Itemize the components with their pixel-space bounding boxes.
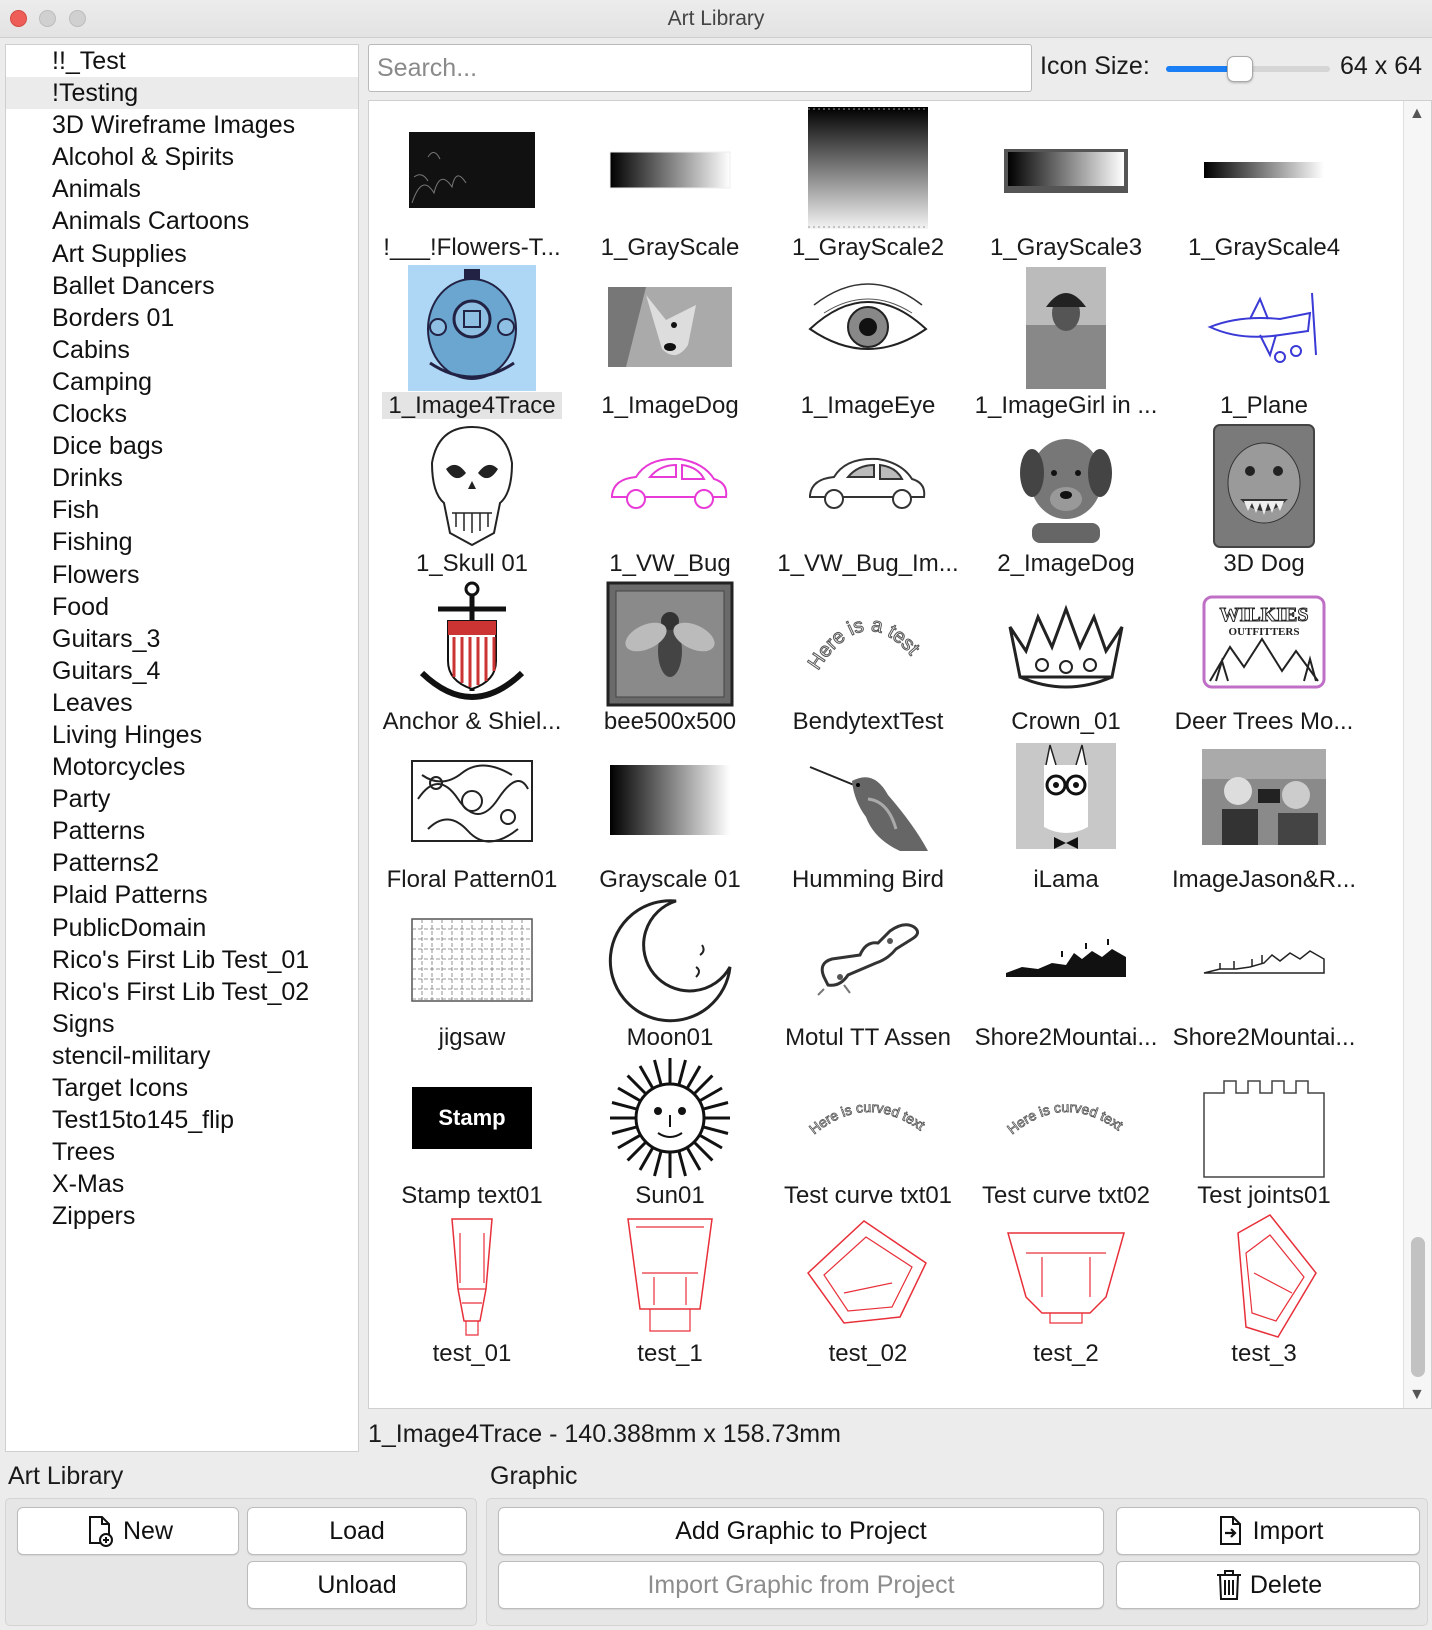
graphic-label-text: 3D Dog — [1223, 550, 1305, 577]
red-bowl-outline-icon — [1002, 1213, 1130, 1339]
graphic-item[interactable] — [765, 1207, 971, 1371]
category-item[interactable]: Fishing — [52, 528, 133, 557]
trash-icon — [1214, 1568, 1244, 1602]
grayscale-square-icon — [804, 107, 932, 233]
graphic-label-text: Crown_01 — [1011, 708, 1121, 735]
load-library-button[interactable]: Load — [247, 1507, 467, 1555]
graphic-label-text: bee500x500 — [603, 708, 737, 735]
graphic-label-text: 2_ImageDog — [997, 550, 1135, 577]
curved-text-icon — [804, 581, 932, 707]
new-library-label: New — [122, 1516, 173, 1545]
graphic-label — [567, 1339, 773, 1369]
grayscale-gradient-icon — [606, 739, 734, 865]
category-item[interactable]: Zippers — [52, 1202, 136, 1231]
stamp-black-icon — [408, 1055, 536, 1181]
graphic-label-text: test_2 — [1033, 1340, 1099, 1367]
graphic-item[interactable] — [369, 891, 575, 1055]
scrollbar-knob[interactable] — [1411, 1237, 1425, 1377]
graphic-label-text: Floral Pattern01 — [386, 866, 558, 893]
graphic-label-text: 1_VW_Bug_Im... — [777, 550, 959, 577]
eye-engraving-icon — [804, 265, 932, 391]
graphic-item[interactable] — [1161, 417, 1367, 581]
dog-photo-icon — [606, 265, 734, 391]
graphic-item[interactable] — [1161, 101, 1367, 265]
category-item[interactable]: Art Supplies — [52, 239, 187, 268]
graphic-item[interactable] — [1161, 1049, 1367, 1213]
graphic-label-text: 1_GrayScale3 — [989, 234, 1143, 261]
graphic-item[interactable] — [567, 101, 773, 265]
graphic-item[interactable] — [369, 1049, 575, 1213]
stamp-text: Stamp — [438, 1105, 506, 1130]
category-item[interactable]: Guitars_4 — [52, 656, 161, 685]
skyline-filled-icon — [1002, 897, 1130, 1023]
delete-graphic-label: Delete — [1249, 1570, 1323, 1599]
category-item[interactable]: stencil-military — [52, 1041, 211, 1070]
category-item[interactable]: Plaid Patterns — [52, 881, 208, 910]
bulldog-relief-icon — [1200, 423, 1328, 549]
category-item[interactable]: Animals — [52, 175, 141, 204]
race-track-icon — [804, 897, 932, 1023]
graphic-label-text: test_3 — [1231, 1340, 1297, 1367]
delete-graphic-button[interactable] — [1116, 1561, 1420, 1609]
plane-outline-icon — [1200, 265, 1328, 391]
scroll-down-arrow-icon[interactable]: ▼ — [1409, 1386, 1425, 1403]
llama-cartoon-icon — [1002, 739, 1130, 865]
hummingbird-photo-icon — [804, 739, 932, 865]
graphic-item[interactable] — [765, 891, 971, 1055]
category-item[interactable]: Leaves — [52, 688, 133, 717]
crown-outline-icon — [1002, 581, 1130, 707]
add-graphic-to-project-button[interactable]: Add Graphic to Project — [498, 1507, 1104, 1555]
vertical-scrollbar[interactable] — [1403, 101, 1431, 1408]
category-item[interactable]: Guitars_3 — [52, 624, 161, 653]
graphic-item[interactable] — [567, 575, 773, 739]
wilkies-badge-icon — [1200, 581, 1328, 707]
category-item[interactable]: Patterns2 — [52, 849, 160, 878]
icon-size-value: 64 x 64 — [1340, 52, 1423, 80]
graphic-item[interactable] — [963, 1207, 1169, 1371]
graphic-item[interactable] — [1161, 891, 1367, 1055]
graphic-item[interactable] — [765, 733, 971, 897]
graphic-group — [486, 1498, 1428, 1626]
graphic-item[interactable] — [567, 891, 773, 1055]
girl-photo-icon — [1002, 265, 1130, 391]
graphic-item[interactable] — [963, 1049, 1169, 1213]
category-item[interactable]: Dice bags — [52, 432, 164, 461]
category-item[interactable]: !!_Test — [52, 47, 126, 75]
category-item[interactable]: Signs — [52, 1009, 115, 1038]
category-item[interactable]: Patterns — [52, 817, 146, 846]
category-item[interactable]: Rico's First Lib Test_01 — [52, 945, 310, 974]
search-input[interactable] — [368, 44, 1032, 92]
slider-thumb[interactable] — [1227, 56, 1253, 82]
graphic-item[interactable] — [567, 733, 773, 897]
graphic-item[interactable] — [963, 733, 1169, 897]
wilkies-title-text: WILKIES — [1219, 604, 1309, 626]
jigsaw-grid-icon — [408, 897, 536, 1023]
flowers-dark-image-icon — [408, 107, 536, 233]
graphic-item[interactable] — [369, 101, 575, 265]
svg-text:Here is a test — [804, 614, 924, 674]
curved-text-small-icon — [1002, 1055, 1130, 1181]
graphic-label-text: Sun01 — [635, 1182, 705, 1209]
category-item[interactable]: Animals Cartoons — [52, 207, 250, 236]
red-vase-outline-icon — [408, 1213, 536, 1339]
graphic-item[interactable] — [765, 1049, 971, 1213]
skull-outline-icon — [408, 423, 536, 549]
graphic-item[interactable] — [1161, 259, 1367, 423]
graphic-label-text: Test curve txt01 — [783, 1182, 953, 1209]
graphic-label — [963, 1339, 1169, 1369]
red-tilted-outline-icon — [804, 1213, 932, 1339]
category-item[interactable]: Drinks — [52, 464, 123, 493]
import-file-icon — [1213, 1514, 1247, 1548]
diving-helmet-image-icon — [408, 265, 536, 391]
graphic-item[interactable] — [963, 101, 1169, 265]
graphic-item[interactable] — [369, 575, 575, 739]
graphic-label-text: 1_GrayScale — [600, 234, 740, 261]
people-photo-icon — [1200, 739, 1328, 865]
category-item[interactable]: Rico's First Lib Test_02 — [52, 977, 310, 1006]
graphic-label — [1161, 1339, 1367, 1369]
icon-size-slider[interactable] — [1166, 58, 1330, 80]
curved-text-bendy: Here is a test — [804, 613, 924, 674]
anchor-shield-icon — [408, 581, 536, 707]
art-library-group — [5, 1498, 477, 1626]
graphic-item[interactable] — [567, 1207, 773, 1371]
graphic-label-text: BendytextTest — [792, 708, 944, 735]
car-outline-icon — [804, 423, 932, 549]
graphic-item[interactable] — [567, 417, 773, 581]
grayscale-framed-icon — [1002, 107, 1130, 233]
graphic-label-text: Stamp text01 — [401, 1182, 543, 1209]
import-graphic-from-project-button[interactable]: Import Graphic from Project — [498, 1561, 1104, 1609]
graphic-item[interactable] — [963, 891, 1169, 1055]
category-item[interactable]: Living Hinges — [52, 720, 203, 749]
category-item[interactable]: Test15to145_flip — [52, 1106, 235, 1135]
curved-text-small: Here is curved text — [1004, 1098, 1127, 1138]
graphic-item[interactable] — [765, 575, 971, 739]
title-bar — [0, 0, 1432, 38]
category-item[interactable]: Clocks — [52, 400, 128, 429]
wilkies-subtitle-text: OUTFITTERS — [1228, 626, 1300, 638]
category-item[interactable]: Ballet Dancers — [52, 271, 215, 300]
graphic-label-text: 1_Plane — [1219, 392, 1309, 419]
floral-pattern-icon — [408, 739, 536, 865]
category-item[interactable]: !Testing — [6, 77, 358, 109]
graphic-label — [765, 1339, 971, 1369]
svg-text:Here is curved text — [1004, 1099, 1126, 1137]
graphic-label-text: iLama — [1033, 866, 1099, 893]
category-item[interactable]: Camping — [52, 367, 153, 396]
unload-library-button[interactable]: Unload — [247, 1561, 467, 1609]
category-item[interactable]: Fish — [52, 496, 100, 525]
import-graphic-label: Import — [1252, 1516, 1324, 1545]
graphic-item[interactable] — [1161, 575, 1367, 739]
new-library-button[interactable] — [17, 1507, 239, 1555]
icon-size-label: Icon Size: — [1040, 52, 1150, 80]
red-cup-outline-icon — [606, 1213, 734, 1339]
car-outline-magenta-icon — [606, 423, 734, 549]
finger-joints-icon — [1200, 1055, 1328, 1181]
category-item[interactable]: 3D Wireframe Images — [52, 111, 296, 140]
category-item[interactable]: Flowers — [52, 560, 140, 589]
graphic-label — [369, 1339, 575, 1369]
svg-text:Here is curved text — [806, 1099, 928, 1137]
graphic-label-text: Humming Bird — [791, 866, 945, 893]
graphic-item[interactable] — [963, 575, 1169, 739]
graphic-item[interactable] — [369, 259, 575, 423]
category-item[interactable]: PublicDomain — [52, 913, 207, 942]
graphic-label-text: Deer Trees Mo... — [1174, 708, 1354, 735]
curved-text-small: Here is curved text — [806, 1098, 929, 1138]
category-item[interactable]: Party — [52, 785, 111, 814]
graphic-label-text: Anchor & Shiel... — [382, 708, 562, 735]
graphic-label-text: 1_GrayScale2 — [791, 234, 945, 261]
grayscale-bar-icon — [606, 107, 734, 233]
category-list[interactable] — [5, 44, 359, 1452]
graphic-label-text: Shore2Mountai... — [1172, 1024, 1356, 1051]
graphic-label-text: 1_Image4Trace — [382, 392, 561, 419]
category-item[interactable]: X-Mas — [52, 1170, 125, 1199]
graphic-item[interactable] — [765, 259, 971, 423]
graphic-label-text: Moon01 — [626, 1024, 714, 1051]
graphic-label-text: ImageJason&R... — [1171, 866, 1357, 893]
skyline-outline-icon — [1200, 897, 1328, 1023]
graphic-label-text: test_02 — [828, 1340, 908, 1367]
graphic-label-text: !___!Flowers-T... — [383, 234, 561, 261]
graphic-item[interactable] — [567, 259, 773, 423]
window-title: Art Library — [667, 7, 765, 30]
curved-text-small-icon — [804, 1055, 932, 1181]
graphic-label-text: 1_VW_Bug — [609, 550, 731, 577]
graphic-item[interactable] — [369, 417, 575, 581]
category-item[interactable]: Trees — [52, 1138, 115, 1167]
graphic-label-text: Grayscale 01 — [599, 866, 741, 893]
graphic-label-text: 1_ImageEye — [800, 392, 936, 419]
category-item[interactable]: Motorcycles — [52, 753, 186, 782]
graphic-label-text: Motul TT Assen — [785, 1024, 951, 1051]
graphics-grid-panel — [368, 100, 1432, 1409]
graphic-label-text: test_1 — [637, 1340, 703, 1367]
art-library-group-label: Art Library — [8, 1462, 124, 1490]
graphic-label-text: Test joints01 — [1197, 1182, 1331, 1209]
graphic-group-label: Graphic — [490, 1462, 578, 1490]
scroll-up-arrow-icon[interactable]: ▲ — [1409, 105, 1425, 122]
import-graphic-button[interactable] — [1116, 1507, 1420, 1555]
graphic-item[interactable] — [567, 1049, 773, 1213]
moon-face-icon — [606, 897, 734, 1023]
graphic-item[interactable] — [369, 1207, 575, 1371]
graphic-item[interactable] — [963, 417, 1169, 581]
graphic-item[interactable] — [765, 101, 971, 265]
graphic-label-text: 1_GrayScale4 — [1187, 234, 1341, 261]
selection-status: 1_Image4Trace - 140.388mm x 158.73mm — [368, 1420, 841, 1448]
graphic-label-text: jigsaw — [438, 1024, 506, 1051]
graphic-item[interactable] — [1161, 733, 1367, 897]
category-item[interactable]: Cabins — [52, 335, 130, 364]
graphic-label-text: 1_ImageDog — [601, 392, 739, 419]
graphic-item[interactable] — [765, 417, 971, 581]
graphic-item[interactable] — [963, 259, 1169, 423]
grayscale-thin-icon — [1200, 107, 1328, 233]
category-item[interactable]: Food — [52, 592, 109, 621]
category-item[interactable]: Borders 01 — [52, 303, 175, 332]
graphic-label-text: 1_Skull 01 — [415, 550, 529, 577]
category-item[interactable]: Target Icons — [52, 1074, 189, 1102]
puppy-photo-icon — [1002, 423, 1130, 549]
graphic-label-text: Shore2Mountai... — [974, 1024, 1158, 1051]
category-item[interactable]: Alcohol & Spirits — [52, 143, 235, 172]
bee-relief-icon — [606, 581, 734, 707]
graphic-label-text: Test curve txt02 — [981, 1182, 1151, 1209]
sun-face-icon — [606, 1055, 734, 1181]
red-tilted-tall-outline-icon — [1200, 1213, 1328, 1339]
new-file-icon — [83, 1514, 117, 1548]
graphic-item[interactable] — [369, 733, 575, 897]
graphic-label-text: 1_ImageGirl in ... — [974, 392, 1158, 419]
graphic-label-text: test_01 — [432, 1340, 512, 1367]
graphic-item[interactable] — [1161, 1207, 1367, 1371]
